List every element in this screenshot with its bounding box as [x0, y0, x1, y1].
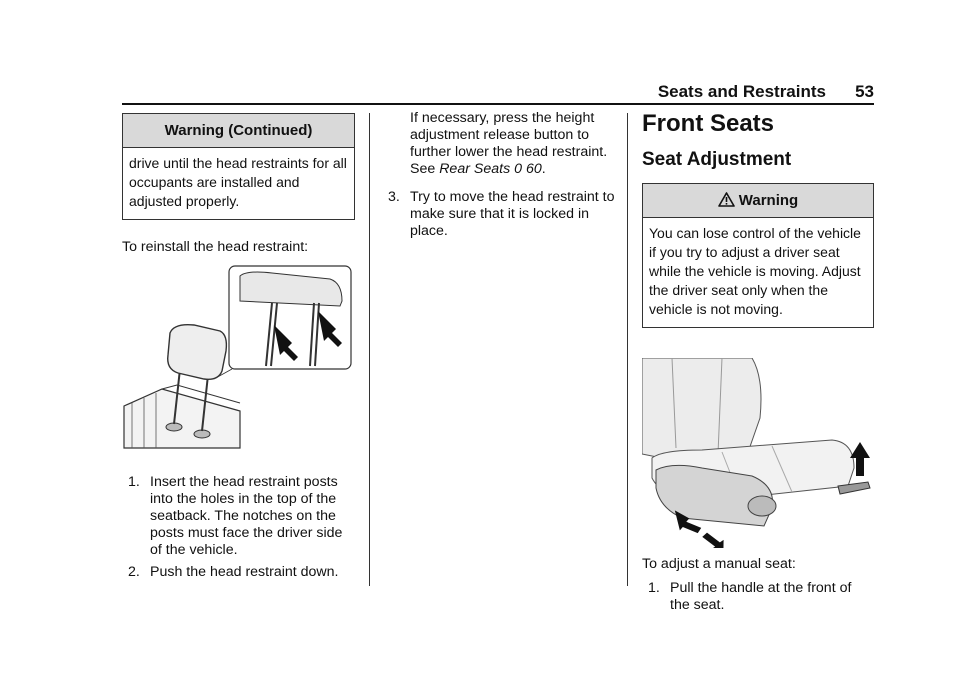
section-title: Seats and Restraints [657, 82, 826, 101]
list-item [388, 189, 616, 240]
column-divider-1 [369, 113, 370, 586]
seat-adjust-illustration [642, 358, 874, 548]
warning-title-row [643, 184, 873, 218]
warning-body: You can lose control of the vehicle if you try to adjust a driver seat while the vehicle is moving. Adjust the driver seat only when the vehicle is not moving. [649, 225, 861, 317]
header-rule [122, 103, 874, 105]
step-number: 1. [128, 474, 140, 490]
list-item [128, 564, 355, 581]
step-text: Try to move the head restraint to make sure that it is locked in place. [410, 189, 615, 239]
list-item [648, 580, 874, 614]
xref-page: 60 [525, 161, 542, 177]
xref-end: . [541, 161, 546, 177]
reinstall-intro: To reinstall the head restraint: [122, 239, 309, 255]
column-1 [122, 113, 355, 581]
step-text: Pull the handle at the front of the seat. [670, 580, 852, 613]
xref-title: Rear Seats [439, 161, 511, 177]
seat-drawing [642, 358, 874, 548]
manual-seat-intro: To adjust a manual seat: [642, 556, 796, 572]
reinstall-steps [122, 474, 355, 581]
head-restraint-drawing [122, 261, 355, 466]
warning-title: Warning [738, 192, 799, 209]
step-text: Push the head restraint down. [150, 564, 339, 580]
heading-front-seats: Front Seats [642, 110, 775, 137]
page-header [122, 82, 874, 104]
warning-body: drive until the head restraints for all occupants are installed and adjusted properly. [129, 155, 347, 209]
warning-box-continued [122, 113, 355, 220]
column-divider-2 [627, 113, 628, 586]
heading-seat-adjustment: Seat Adjustment [642, 149, 792, 170]
list-item [128, 474, 355, 559]
step-number: 2. [128, 564, 140, 580]
continued-text: If necessary, press the height adjustment release button to further lower the head restraint. See [410, 110, 608, 177]
head-restraint-illustration [122, 261, 355, 466]
continued-step-text [388, 110, 616, 178]
warning-title: Warning (Continued) [123, 114, 354, 148]
step-text: Insert the head restraint posts into the holes in the top of the seatback. The notches on the posts must face the driver side of the vehicle. [150, 474, 343, 558]
warning-triangle-icon [718, 186, 735, 219]
column-2 [388, 110, 616, 240]
step-number: 3. [388, 189, 400, 205]
page-number: 53 [855, 82, 874, 101]
step-number: 1. [648, 580, 660, 596]
column-3 [642, 110, 874, 614]
warning-box [642, 183, 874, 328]
xref-symbol: 0 [514, 161, 523, 177]
xref-rear-seats[interactable] [439, 161, 542, 177]
